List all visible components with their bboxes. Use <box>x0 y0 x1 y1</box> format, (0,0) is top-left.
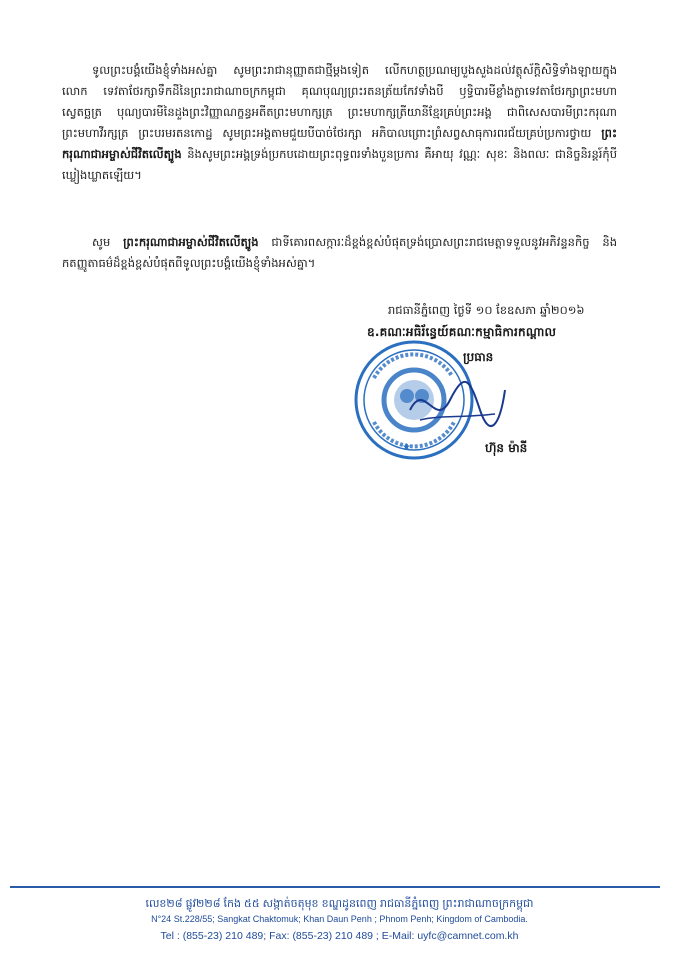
king-title-2: ព្រះករុណាជាអម្ចាស់ជីវិតលើត្បូង <box>123 235 259 249</box>
signer-name: ហ៊ុន ម៉ានី <box>485 441 528 455</box>
svg-text:★: ★ <box>402 442 411 453</box>
paragraph-2-ending: ជាទីគោរពសក្ការៈដ៏ខ្ពង់ខ្ពស់បំផុតទ្រង់ប្រោសព្រះរាជមេត្តាទទួលនូវអភិវន្ទនកិច្ច និងកតញ្ញូតាធម៌ដ៏ខ្ពង់ខ្ពស់បំផុតពីទូលព្រះបង្គំយើងខ្ញុំទាំងអស់គ្នា។ <box>62 235 618 270</box>
king-title-1: ព្រះករុណាជាអម្ចាស់ជីវិតលើត្បូង <box>62 126 617 161</box>
body-paragraph-2 <box>62 232 617 274</box>
paragraph-1-text: ទូលព្រះបង្គំយើងខ្ញុំទាំងអស់គ្នា សូមព្រះរាជានុញ្ញាតជាថ្មីម្តងទៀត លើកហត្ថប្រណម្យបួងសួងដល់វត្ថុស័ក្តិសិទ្ធិទាំងឡាយក្នុងលោក ទេវតាថែរក្សាទឹកដីនៃព្រះរាជាណាចក្រកម្ពុជា គុណបុណ្យព្រះរតនត្រ័យកែវទាំងបី ឫទ្ធិបារមីខ្លាំងក្លាទេវតាថែរក្សាព្រះមហាស្វេតច្ឆត្រ បុណ្យបារមីនៃដួងព្រះវិញ្ញាណក្ខន្ធអតីតព្រះមហាក្សត្រ ព្រះមហាក្សត្រីយានីខ្មែរគ្រប់ព្រះអង្គ ជាពិសេសបារមីព្រះករុណាព្រះមហាវីរក្សត្រ ព្រះបរមរតនកោដ្ឋ សូមព្រះអង្គតាមជួយបីបាច់ថែរក្សា អភិបាលព្រោះព្រំសព្វសាធុការពរជ័យគ្រប់ប្រការថ្វាយ <box>62 63 617 140</box>
organization-name: ឧ.គណៈអធិរ័ន្ធេយ៍គណៈកម្មាធិការកណ្តាល <box>367 325 557 339</box>
body-paragraph-1 <box>62 60 617 186</box>
footer-address-english: N°24 St.228/55; Sangkat Chaktomuk; Khan Daun Penh ; Phnom Penh; Kingdom of Cambodia. <box>151 914 528 924</box>
date-line: រាជធានីភ្នំពេញ ថ្ងៃទី ១០ ខែឧសភា ឆ្នាំ២០១៦ <box>388 303 585 317</box>
footer-divider <box>10 886 660 888</box>
signer-title: ប្រធាន <box>463 350 494 364</box>
handwritten-signature <box>400 370 510 440</box>
footer-address-khmer: លេខ២៨ ផ្លូវ២២៨ កែង ៥៥ សង្កាត់ចតុមុខ ខណ្ឌដូនពេញ រាជធានីភ្នំពេញ ព្រះរាជាណាចក្រកម្ពុជា <box>145 898 534 910</box>
paragraph-1-ending: និងសូមព្រះអង្គទ្រង់ប្រកបដោយព្រះពុទ្ធពរទាំងបួនប្រការ គឺអាយុ វណ្ណៈ សុខៈ និងពលៈ ជានិច្ចនិរន្តរ៍កុំបីឃ្លៀងឃ្លាតឡើយ។ <box>62 147 618 182</box>
paragraph-2-start: សូម <box>92 235 111 249</box>
footer-contact: Tel : (855-23) 210 489; Fax: (855-23) 210 489 ; E-Mail: uyfc@camnet.com.kh <box>160 930 519 942</box>
